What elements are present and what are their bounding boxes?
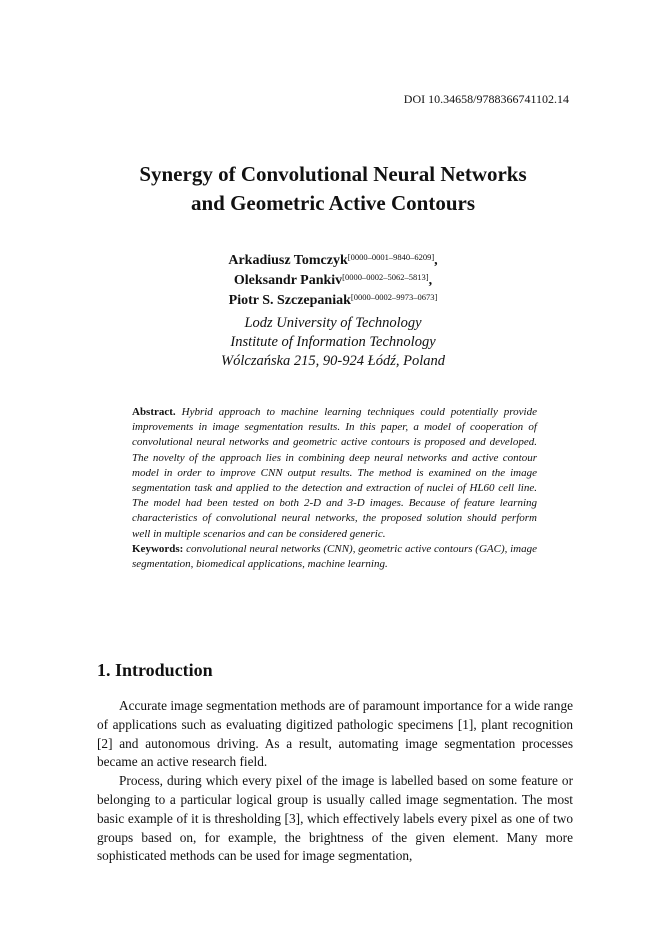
author-separator: , (428, 273, 433, 288)
affiliation-line-1: Lodz University of Technology (244, 315, 422, 331)
author-separator: , (434, 253, 438, 268)
section-heading: 1. Introduction (97, 660, 213, 680)
abstract-label: Abstract. (132, 406, 176, 418)
author-name: Piotr S. Szczepaniak (228, 293, 351, 308)
author-list (90, 251, 576, 311)
body-text (97, 697, 573, 866)
author-orcid: [0000–0002–5062–5813] (342, 272, 429, 282)
paragraph-2: Process, during which every pixel of the image is labelled based on some feature or belonging to a particular logical group is usually called image segmentation. The most basic example of it is thresholding [3], which effectively labels every pixel as one of two groups based on, for example, the brightness of the given element. Many more sophisticated methods can be used for image segmentation, (97, 773, 573, 864)
keywords-label: Keywords: (132, 542, 184, 555)
author-name: Oleksandr Pankiv (233, 273, 343, 288)
author-2 (90, 271, 576, 291)
author-orcid: [0000–0002–9973–0673] (350, 292, 438, 302)
title-line-2: and Geometric Active Contours (190, 191, 476, 215)
affiliation (90, 314, 576, 371)
author-3 (90, 291, 576, 311)
abstract-text: Hybrid approach to machine learning techniques could potentially provide improvements in image segmentation results. In this paper, a model of cooperation of convolutional neural networks and geometric active contours is proposed and developed. The novelty of the approach lies in combining deep neural networks and active contour model in order to improve CNN output results. The method is examined on the image segmentation task and applied to the detection and extraction of nuclei of HL60 cell line. The model had been tested on both 2-D and 3-D images. Because of feature learning characteristics of convolutional neural networks, the proposed solution should perform well in multiple scenarios and can be considered generic. (132, 406, 537, 540)
affiliation-line-2: Institute of Information Technology (230, 334, 436, 350)
author-1 (90, 251, 576, 271)
abstract-block (132, 405, 537, 572)
doi-label: DOI 10.34658/9788366741102.14 (403, 92, 569, 106)
paragraph-1: Accurate image segmentation methods are of paramount importance for a wide range of applications such as evaluating digitized pathologic specimens [1], plant recognition [2] and autonomous driving. As a result, automating image segmentation processes became an active research field. (97, 698, 573, 770)
title-line-1: Synergy of Convolutional Neural Networks (139, 162, 527, 186)
affiliation-line-3: Wólczańska 215, 90-924 Łódź, Poland (221, 353, 445, 369)
paper-title (90, 160, 576, 218)
author-name: Arkadiusz Tomczyk (228, 253, 348, 268)
abstract-paragraph (132, 405, 537, 542)
keywords-text: convolutional neural networks (CNN), geometric active contours (GAC), image segmentation, biomedical applications, machine learning. (132, 542, 538, 571)
keywords-paragraph (132, 542, 537, 572)
author-orcid: [0000–0001–9840–6209] (347, 252, 435, 262)
